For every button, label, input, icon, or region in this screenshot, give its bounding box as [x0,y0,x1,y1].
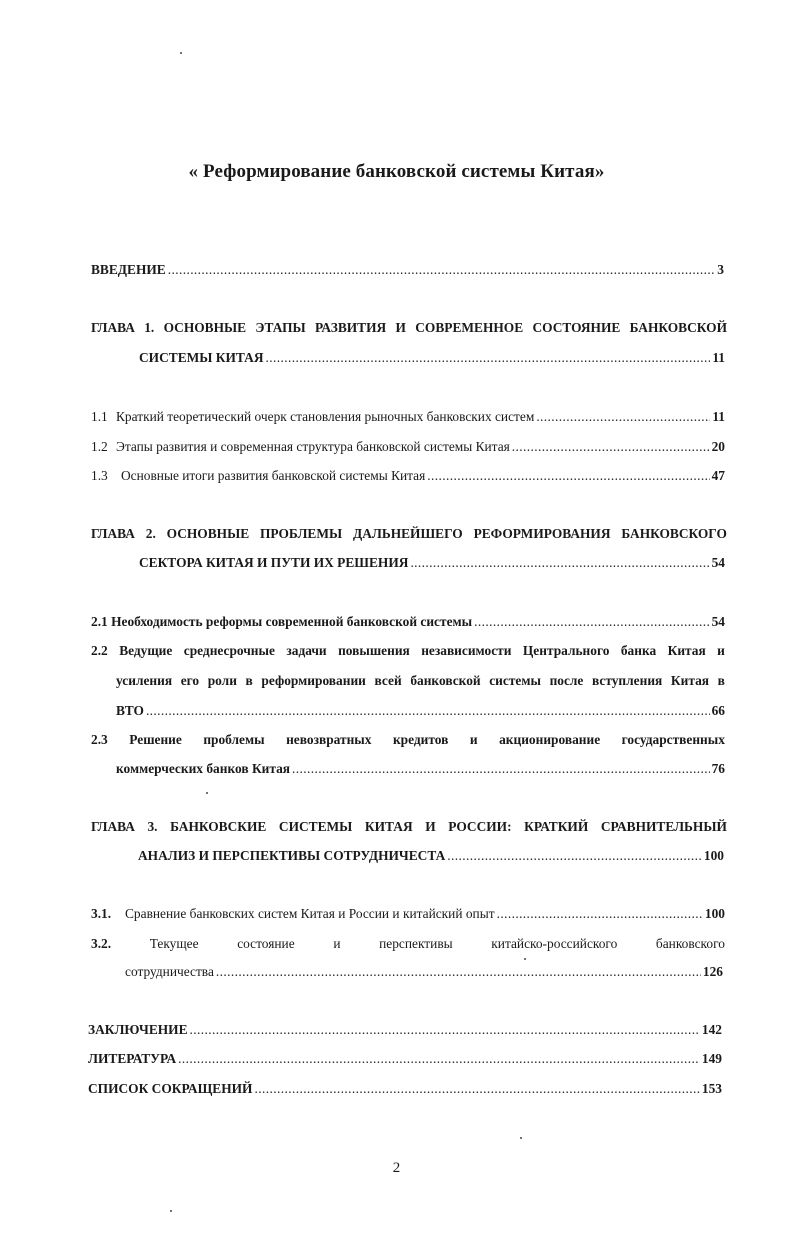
leader-dots [254,1081,699,1097]
chapter-3-heading [91,819,727,835]
entry-word: банковской [410,673,481,688]
toc-entry-2-3-line1 [91,732,725,748]
entry-word: 2.3 [91,732,108,747]
entry-word: системы [489,673,541,688]
toc-entry-3-2-line2 [125,964,723,980]
entry-word: задачи [286,643,327,658]
heading-word: ГЛАВА [91,819,135,834]
heading-word: БАНКОВСКИЕ [170,819,267,834]
leader-dots [265,350,710,366]
heading-word: И [395,320,406,335]
entry-word: банковского [655,936,725,951]
leader-dots [410,555,709,571]
entry-word: 3.2. [91,936,112,951]
entry-word: Центрального [522,643,610,658]
document-title: « Реформирование банковской системы Китая» [188,161,605,182]
entry-word: акционирование [499,732,601,747]
scan-speck [206,792,208,794]
heading-word: БАНКОВСКОЙ [629,320,727,335]
entry-word: проблемы [203,732,265,747]
toc-page-number: 11 [712,409,725,424]
toc-page-number: 3 [717,262,724,277]
heading-word: РАЗВИТИЯ [314,320,387,335]
toc-entry-label: сотрудничества [125,964,214,979]
leader-dots [427,468,709,484]
toc-page-number: 126 [702,964,723,979]
toc-page-number: 66 [711,703,725,718]
toc-entry-conclusion [88,1022,722,1038]
toc-entry-label: ЗАКЛЮЧЕНИЕ [88,1022,188,1037]
toc-entry-intro [91,262,724,278]
entry-word: и [469,732,478,747]
toc-page-number: 11 [712,350,725,365]
toc-entry-label: ВВЕДЕНИЕ [91,262,166,277]
toc-page-number: 20 [711,439,725,454]
scan-speck [170,1210,172,1212]
toc-entry-2-2-line1 [91,643,725,659]
scan-speck [520,1137,522,1139]
entry-word: в [245,673,253,688]
toc-entry-1-1 [91,409,725,425]
toc-entry-label: СЕКТОРА КИТАЯ И ПУТИ ИХ РЕШЕНИЯ [139,555,409,570]
toc-entry-label: 2.1 Необходимость реформы современной банковской системы [91,614,473,629]
heading-word: РЕФОРМИРОВАНИЯ [473,526,611,541]
section-number: 1.1 [91,409,108,424]
toc-entry-label: СПИСОК СОКРАЩЕНИЙ [88,1081,253,1096]
entry-word: после [549,673,584,688]
toc-entry-1-3 [91,468,725,484]
heading-word: СОСТОЯНИЕ [532,320,621,335]
leader-dots [178,1051,700,1067]
toc-page-number: 100 [704,906,725,921]
toc-entry-2-2-line2 [116,673,725,689]
scan-speck [180,52,182,54]
entry-word: и [717,643,725,658]
entry-word: китайско-российского [491,936,618,951]
heading-word: 3. [147,819,158,834]
toc-entry-label: АНАЛИЗ И ПЕРСПЕКТИВЫ СОТРУДНИЧЕСТА [138,848,446,863]
entry-word: усиления [116,673,173,688]
heading-word: ПРОБЛЕМЫ [260,526,343,541]
toc-entry-label: коммерческих банков Китая [116,761,291,776]
entry-word: повышения [338,643,410,658]
leader-dots [474,614,710,630]
toc-entry-2-2-line3 [116,703,725,719]
toc-entry-label: Этапы развития и современная структура банковской системы Китая [116,439,510,454]
heading-word: ДАЛЬНЕЙШЕГО [353,526,463,541]
heading-word: ЭТАПЫ [255,320,306,335]
entry-word: Китая [670,673,710,688]
section-number: 1.2 [91,439,108,454]
toc-page-number: 149 [701,1051,722,1066]
section-number: 1.3 [91,468,108,483]
toc-entry-3-2-line1 [91,936,725,952]
heading-word: РОССИИ: [448,819,512,834]
leader-dots [447,848,702,864]
toc-entry-abbreviations [88,1081,722,1097]
toc-page-number: 54 [711,555,725,570]
leader-dots [512,439,710,455]
leader-dots [216,964,701,980]
toc-page-number: 100 [703,848,724,863]
entry-word: Ведущие [119,643,173,658]
toc-entry-label: ВТО [116,703,144,718]
heading-word: ОСНОВНЫЕ [166,526,250,541]
entry-word: перспективы [379,936,453,951]
heading-word: ОСНОВНЫЕ [163,320,247,335]
chapter-2-heading-cont [139,555,725,571]
entry-word: вступления [592,673,663,688]
entry-word: реформировании [261,673,366,688]
heading-word: И [425,819,436,834]
leader-dots [168,262,716,278]
heading-word: ГЛАВА [91,526,135,541]
toc-entry-2-3-line2 [116,761,725,777]
chapter-2-heading [91,526,727,542]
heading-word: БАНКОВСКОГО [621,526,727,541]
toc-page-number: 47 [711,468,725,483]
toc-entry-2-1 [91,614,725,630]
toc-entry-3-1 [91,906,725,922]
heading-word: СОВРЕМЕННОЕ [415,320,524,335]
chapter-1-heading-cont [139,350,725,366]
entry-word: Китая [667,643,706,658]
leader-dots [146,703,710,719]
entry-word: независимости [421,643,512,658]
section-number: 3.1. [91,906,112,921]
toc-page-number: 142 [701,1022,722,1037]
heading-word: ГЛАВА [91,320,135,335]
page-number: 2 [392,1160,401,1176]
toc-entry-label: ЛИТЕРАТУРА [88,1051,177,1066]
heading-word: СРАВНИТЕЛЬНЫЙ [600,819,727,834]
toc-entry-label: СИСТЕМЫ КИТАЯ [139,350,264,365]
scan-speck [524,958,526,960]
entry-word: среднесрочные [183,643,275,658]
entry-word: и [333,936,341,951]
toc-page-number: 54 [711,614,725,629]
toc-entry-label: Основные итоги развития банковской системы Китая [121,468,426,483]
entry-word: банка [620,643,657,658]
entry-word: невозвратных [286,732,372,747]
leader-dots [292,761,710,777]
heading-word: 1. [144,320,155,335]
entry-word: состояние [237,936,295,951]
entry-word: Текущее [149,936,199,951]
leader-dots [190,1022,700,1038]
heading-word: КРАТКИЙ [524,819,589,834]
entry-word: в [717,673,725,688]
toc-entry-1-2 [91,439,725,455]
leader-dots [536,409,710,425]
heading-word: КИТАЯ [364,819,413,834]
heading-word: СИСТЕМЫ [278,819,353,834]
entry-word: кредитов [392,732,449,747]
leader-dots [497,906,703,922]
chapter-3-heading-cont [138,848,724,864]
toc-entry-label: Сравнение банковских систем Китая и России и китайский опыт [125,906,495,921]
entry-word: его [180,673,200,688]
toc-page-number: 76 [711,761,725,776]
entry-word: всей [374,673,402,688]
toc-entry-literature [88,1051,722,1067]
entry-word: роли [207,673,237,688]
toc-page-number: 153 [701,1081,722,1096]
heading-word: 2. [145,526,156,541]
toc-entry-label: Краткий теоретический очерк становления рыночных банковских систем [116,409,535,424]
entry-word: государственных [621,732,725,747]
chapter-1-heading [91,320,727,336]
entry-word: Решение [129,732,182,747]
entry-word: 2.2 [91,643,108,658]
